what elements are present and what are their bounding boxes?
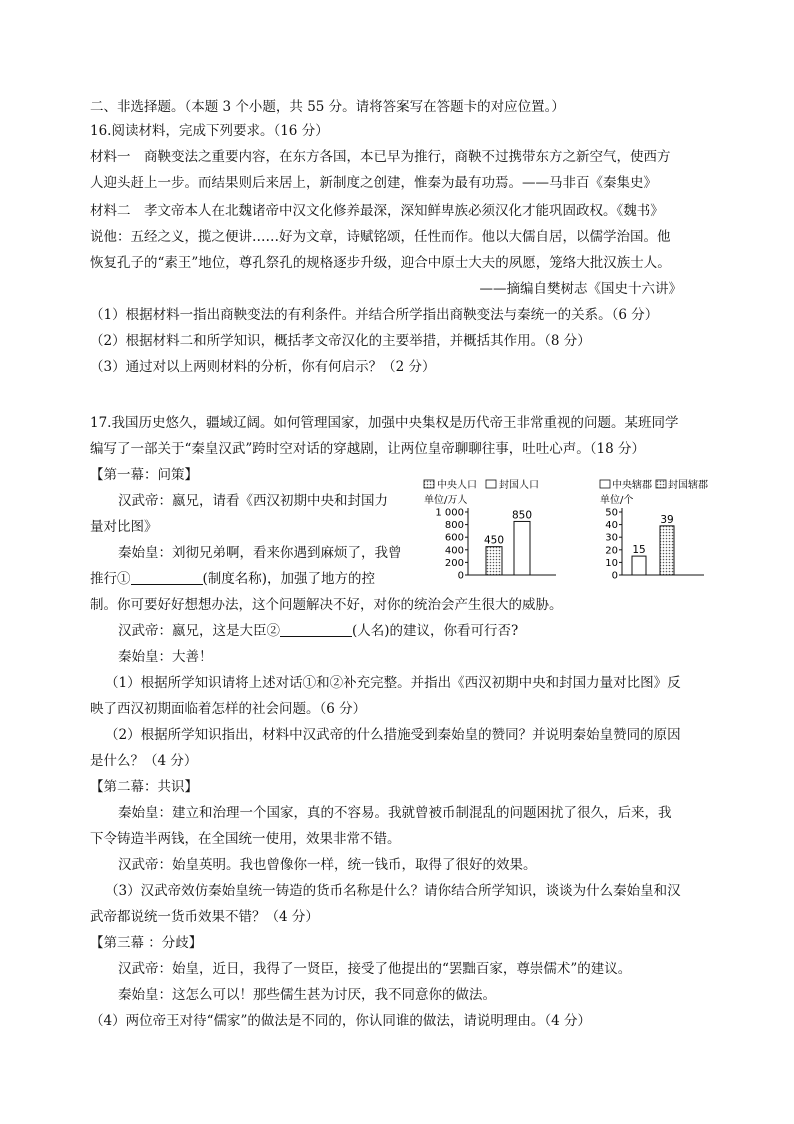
dialog-line: 秦始皇：建立和治理一个国家，真的不容易。我就曾被币制混乱的问题困扰了很久，后来，我 (118, 805, 672, 821)
y-tick-label: 10 (605, 557, 618, 569)
dialog-line-blank2 (118, 620, 518, 642)
dialog-line: 汉武帝：嬴兄，请看《西汉初期中央和封国力 (118, 493, 388, 509)
legend-swatch-central (600, 480, 610, 488)
q16-question1: （1）根据材料一指出商鞅变法的有利条件。并结合所学指出商鞅变法与秦统一的关系。（6 分） (90, 307, 659, 323)
bar (514, 521, 530, 575)
y-tick-label: 30 (605, 532, 618, 544)
q17-question2-line1: （2）根据所学知识指出，材料中汉武帝的什么措施受到秦始皇的赞同？并说明秦始皇赞同的原因 (105, 727, 681, 743)
y-axis-unit: 单位/万人 (424, 495, 468, 506)
dialog-text: 推行① (90, 571, 131, 587)
prefecture-bar-chart (596, 474, 708, 582)
dialog-line-blank1 (90, 568, 375, 590)
y-axis-unit: 单位/个 (600, 495, 634, 506)
q16-title: 16.阅读材料，完成下列要求。（16 分） (90, 123, 329, 139)
y-tick-label: 0 (611, 570, 618, 582)
y-tick-label: 0 (457, 570, 464, 582)
y-tick-label: 600 (444, 532, 464, 544)
q17-title-line1: 17.我国历史悠久，疆域辽阔。如何管理国家，加强中央集权是历代帝王非常重视的问题。某班同学 (90, 415, 679, 431)
legend-swatch-fief (486, 480, 496, 488)
blank-1[interactable] (131, 570, 203, 585)
blank-2[interactable] (280, 622, 352, 637)
population-bar-chart (420, 474, 560, 582)
act1-heading: 【第一幕：问策】 (90, 467, 198, 483)
q16-material2-line3: 恢复孔子的“素王”地位，尊孔祭孔的规格逐步升级，迎合中原士大夫的夙愿，笼络大批汉族士人。 (90, 255, 671, 271)
y-tick-label: 800 (444, 520, 464, 532)
dialog-line: 秦始皇：刘彻兄弟啊，看来你遇到麻烦了，我曾 (118, 545, 402, 561)
act3-heading: 【第三幕 ：分歧】 (90, 935, 203, 951)
y-tick-label: 1 000 (435, 507, 464, 519)
q16-material2-line2: 说他：五经之义，揽之便讲……好为文章，诗赋铭颂，任性而作。他以大儒自居，以儒学治国。他 (90, 229, 671, 245)
y-tick-label: 40 (605, 520, 618, 532)
section-heading: 二、非选择题。（本题 3 个小题，共 55 分。请将答案写在答题卡的对应位置。） (90, 99, 565, 115)
dialog-line: 汉武帝：始皇英明。我也曾像你一样，统一钱币，取得了很好的效果。 (118, 857, 537, 873)
dialog-line: 秦始皇：这怎么可以！那些儒生甚为讨厌，我不同意你的做法。 (118, 987, 496, 1003)
q16-question3: （3）通过对以上两则材料的分析，你有何启示？（2 分） (90, 359, 436, 375)
act2-heading: 【第二幕：共识】 (90, 779, 198, 795)
bar (660, 526, 674, 575)
bar-value-label: 450 (483, 534, 505, 547)
y-tick-label: 400 (444, 545, 464, 557)
bar (632, 556, 646, 575)
dialog-line: 量对比图》 (90, 519, 158, 535)
y-tick-label: 200 (444, 557, 464, 569)
q16-material2-line1: 材料二 孝文帝本人在北魏诸帝中汉文化修养最深，深知鲜卑族必须汉化才能巩固政权。《魏书》 (90, 203, 664, 219)
y-tick-label: 50 (605, 507, 618, 519)
q16-question2: （2）根据材料二和所学知识，概括孝文帝汉化的主要举措，并概括其作用。（8 分） (90, 333, 591, 349)
q17-title-line2: 编写了一部关于“秦皇汉武”跨时空对话的穿越剧，让两位皇帝聊聊往事，吐吐心声。（18 分） (90, 441, 646, 457)
dialog-line: 汉武帝：始皇，近日，我得了一贤臣，接受了他提出的“罢黜百家，尊崇儒术”的建议。 (118, 961, 632, 977)
q16-material1-line1: 材料一 商鞅变法之重要内容，在东方各国，本已早为推行，商鞅不过携带东方之新空气，使西方 (90, 149, 671, 165)
q17-question4: （4）两位帝王对待“儒家”的做法是不同的，你认同谁的做法，请说明理由。（4 分） (90, 1013, 592, 1029)
y-tick-label: 20 (605, 545, 618, 557)
bar (486, 547, 502, 575)
legend-label: 封国辖郡 (668, 480, 708, 491)
bar-value-label: 15 (632, 544, 646, 557)
q17-question2-line2: 是什么？（4 分） (90, 753, 198, 769)
q17-question1-line2: 映了西汉初期面临着怎样的社会问题。（6 分） (90, 701, 367, 717)
dialog-text: 汉武帝：嬴兄，这是大臣② (118, 623, 280, 639)
legend-label: 封国人口 (499, 480, 539, 491)
bar-value-label: 850 (511, 509, 533, 522)
bar-value-label: 39 (660, 513, 674, 526)
dialog-text: (制度名称)，加强了地方的控 (202, 571, 376, 587)
q17-question3-line2: 武帝都说统一货币效果不错？（4 分） (90, 909, 319, 925)
q16-source2: ——摘编自樊树志《国史十六讲》 (479, 281, 682, 297)
q16-material1-line2: 人迎头赶上一步。而结果则后来居上，新制度之创建，惟秦为最有功焉。——马非百《秦集史》 (90, 175, 657, 191)
q17-question1-line1: （1）根据所学知识请将上述对话①和②补充完整。并指出《西汉初期中央和封国力量对比图》反 (105, 675, 681, 691)
legend-swatch-fief (656, 480, 666, 488)
legend-label: 中央人口 (437, 480, 477, 491)
dialog-line: 下令铸造半两钱，在全国统一使用，效果非常不错。 (90, 831, 401, 847)
legend-swatch-central (424, 480, 434, 488)
dialog-line: 秦始皇：大善！ (118, 649, 213, 665)
dialog-text: (人名)的建议，你看可行否? (352, 623, 519, 639)
q17-question3-line1: （3）汉武帝效仿秦始皇统一铸造的货币名称是什么？请你结合所学知识，谈谈为什么秦始皇和汉 (105, 883, 681, 899)
legend-label: 中央辖郡 (612, 480, 652, 491)
dialog-line: 制。你可要好好想想办法，这个问题解决不好，对你的统治会产生很大的威胁。 (90, 597, 563, 613)
